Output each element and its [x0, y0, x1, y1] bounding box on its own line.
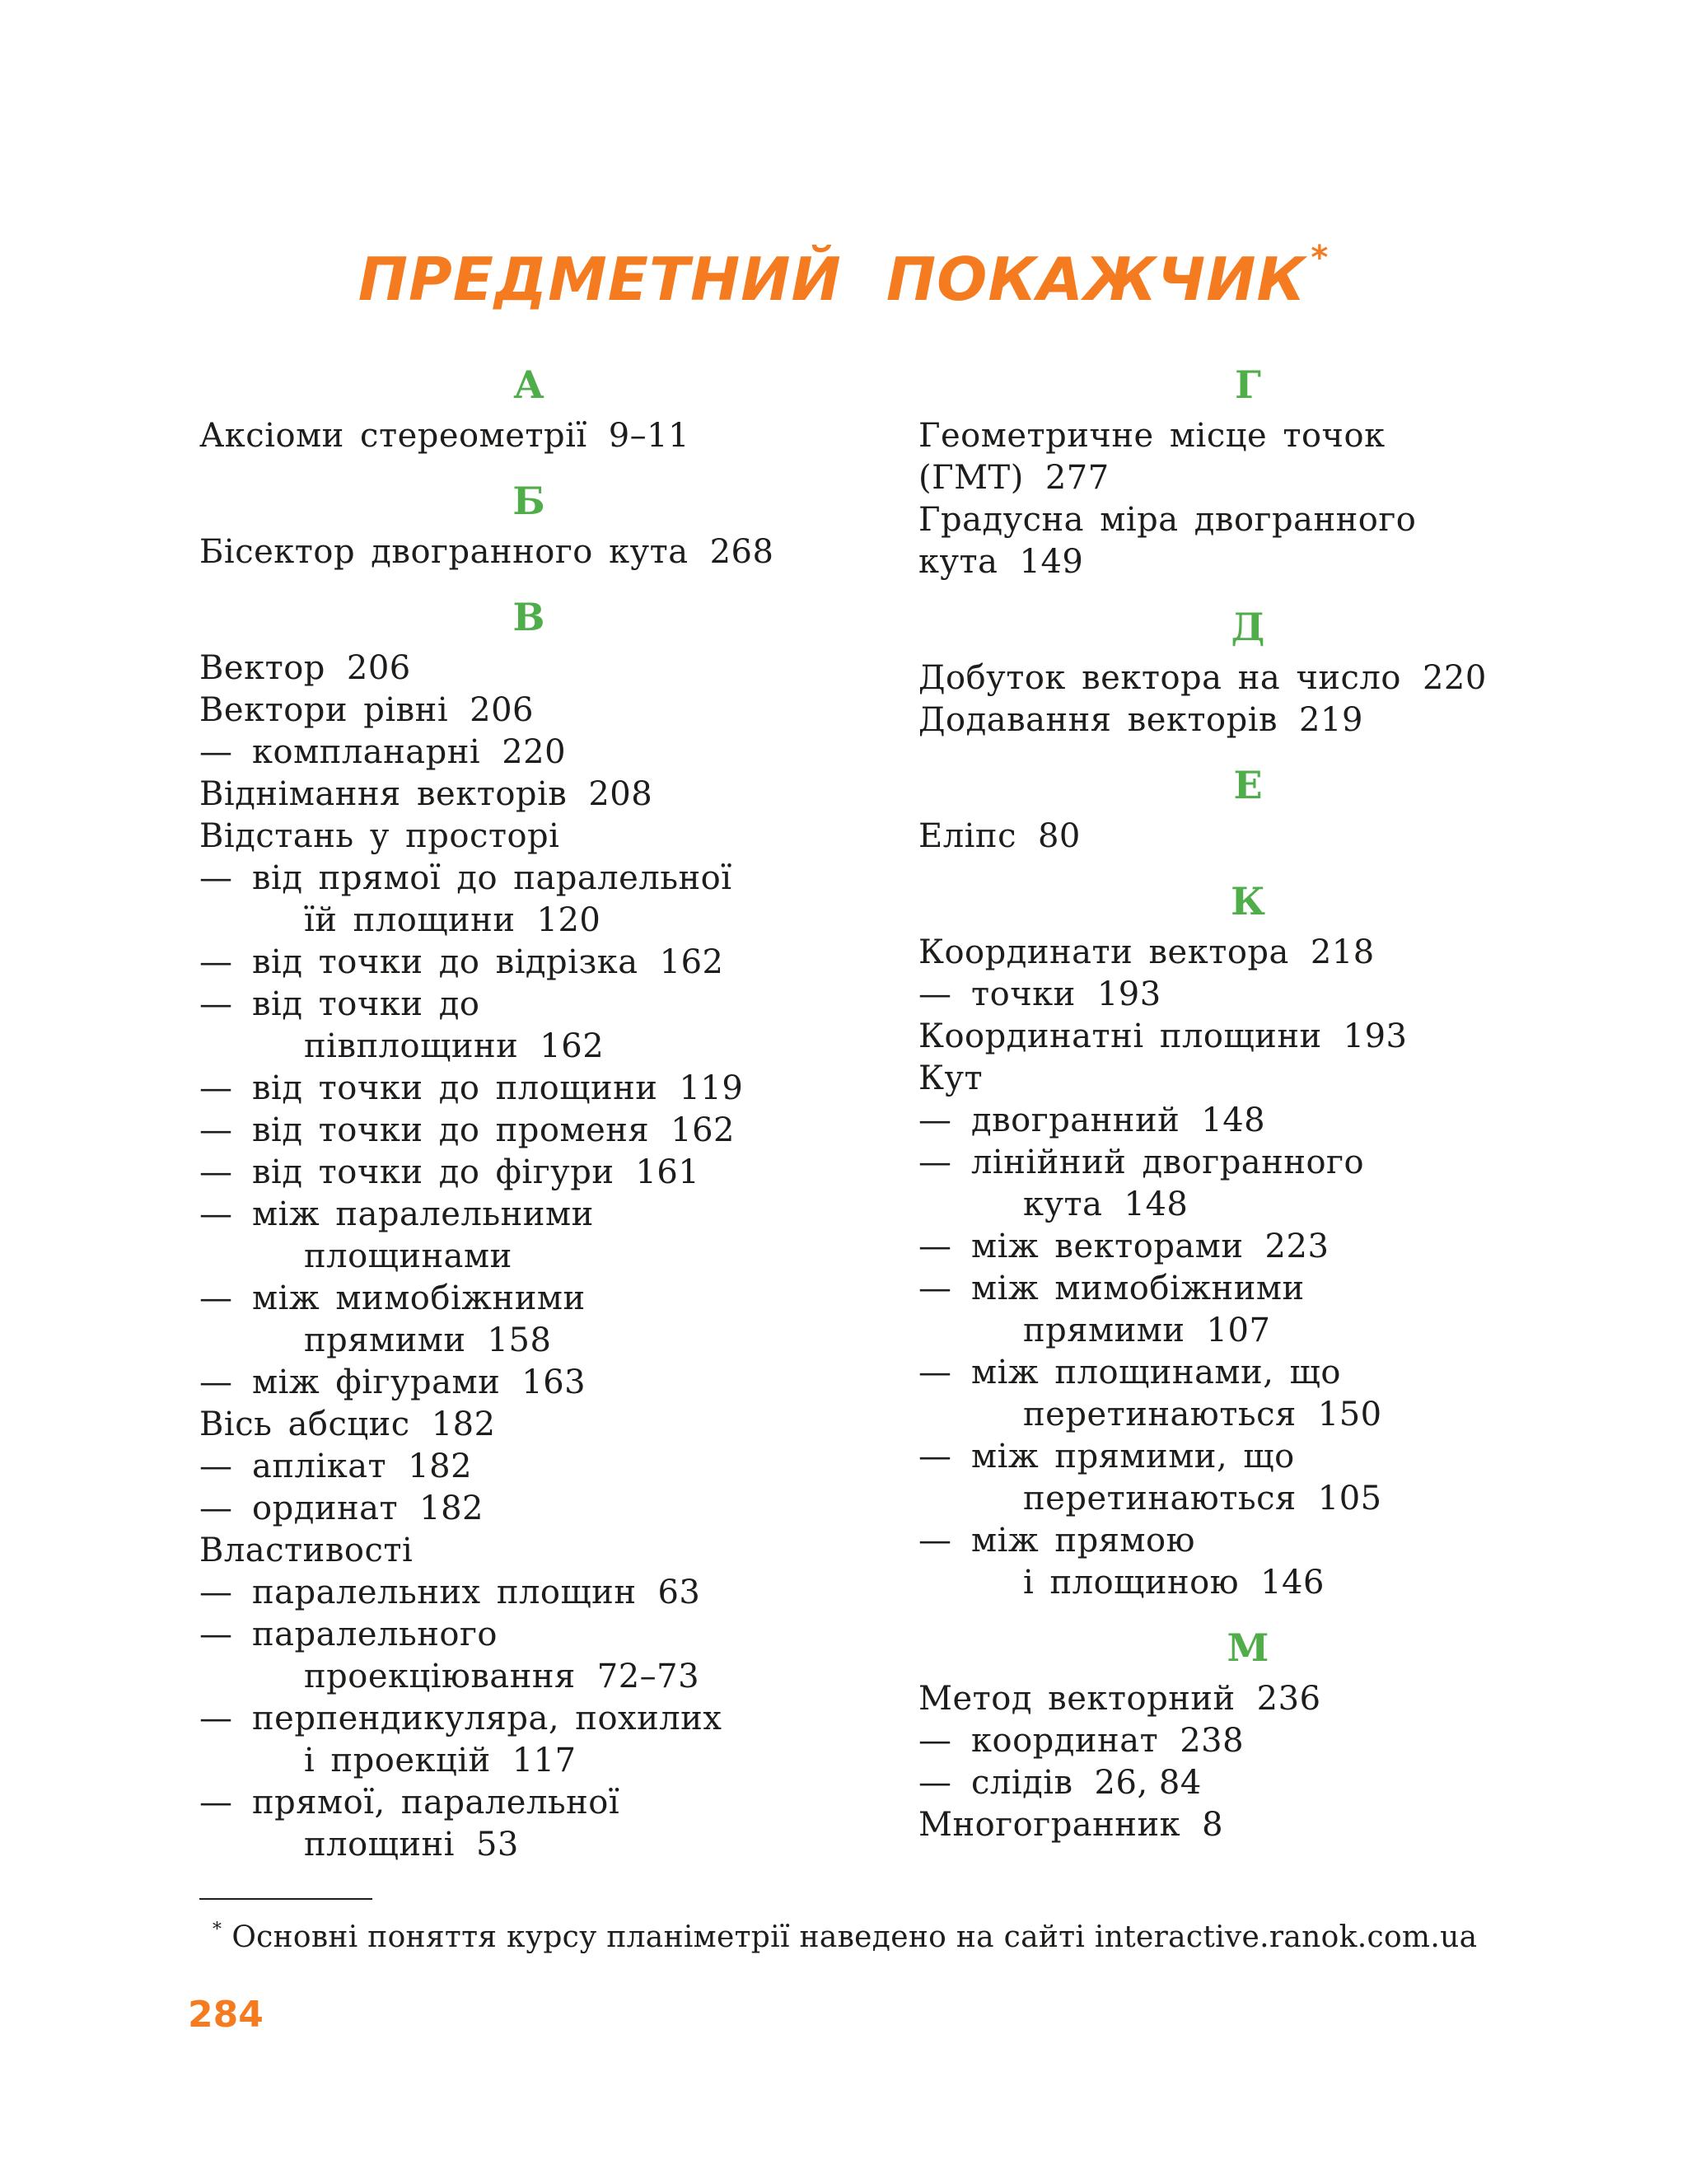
page-ref: 220 — [502, 733, 567, 771]
index-section-b — [199, 477, 858, 573]
index-entry: Координати вектора 218 — [918, 933, 1375, 971]
index-subentry-cont: площині 53 — [304, 1826, 519, 1864]
page-ref: 149 — [1019, 543, 1084, 581]
index-subentry-cont: їй площини 120 — [304, 901, 601, 939]
page-ref: 162 — [540, 1027, 605, 1065]
page-ref: 193 — [1343, 1017, 1408, 1055]
index-subentry: — між фігурами 163 — [199, 1363, 586, 1401]
page-ref: 119 — [679, 1069, 744, 1107]
index-subentry: — точки 193 — [918, 975, 1161, 1013]
index-entry: Вектор 206 — [199, 649, 411, 687]
index-column-right — [918, 361, 1577, 1846]
page-ref: 9–11 — [608, 417, 690, 455]
index-entry: Кут — [918, 1059, 984, 1097]
index-subentry: — між площинами, що — [918, 1354, 1341, 1391]
index-entry: Додавання векторів 219 — [918, 701, 1363, 739]
index-subentry: — від точки до відрізка 162 — [199, 943, 724, 981]
index-subentry: — від точки до променя 162 — [199, 1111, 735, 1149]
index-subentry: — лінійний двогранного — [918, 1143, 1365, 1181]
page-ref: 8 — [1202, 1806, 1224, 1844]
index-subentry-cont: і площиною 146 — [1023, 1564, 1325, 1602]
section-letter: К — [1231, 879, 1265, 924]
section-letter: Е — [1233, 763, 1263, 807]
index-subentry: — перпендикуляра, похилих — [199, 1700, 722, 1737]
page-ref: 158 — [487, 1321, 552, 1359]
page-ref: 193 — [1096, 975, 1161, 1013]
page-ref: 206 — [470, 691, 534, 729]
page-ref: 162 — [671, 1111, 735, 1149]
footnote-text: Основні поняття курсу планіметрії наведено на сайті interactive.ranok.com.ua — [231, 1920, 1478, 1954]
index-subentry-cont: кута 148 — [1023, 1186, 1189, 1223]
footnote-rule — [199, 1898, 372, 1900]
page-ref: 206 — [346, 649, 411, 687]
index-subentry: — між векторами 223 — [918, 1228, 1330, 1265]
index-entry-cont: кута 149 — [918, 543, 1084, 581]
index-subentry: — від прямої до паралельної — [199, 859, 732, 897]
page-ref: 26, 84 — [1094, 1764, 1202, 1802]
index-entry: Добуток вектора на число 220 — [918, 659, 1487, 697]
index-subentry: — від точки до площини 119 — [199, 1069, 744, 1107]
index-subentry: — слідів 26, 84 — [918, 1764, 1202, 1802]
page-ref: 182 — [431, 1405, 496, 1443]
index-entry: Еліпс 80 — [918, 817, 1081, 855]
page-ref: 120 — [536, 901, 601, 939]
page-ref: 182 — [408, 1447, 473, 1485]
page-ref: 105 — [1317, 1480, 1382, 1518]
index-entry: Властивості — [199, 1532, 414, 1569]
page-ref: 148 — [1201, 1101, 1266, 1139]
page-ref: 208 — [588, 775, 653, 813]
index-entry: Відстань у просторі — [199, 817, 560, 855]
page-ref: 236 — [1256, 1680, 1321, 1718]
index-entry: Метод векторний 236 — [918, 1680, 1321, 1718]
index-section-g — [918, 361, 1577, 583]
index-entry: Бісектор двогранного кута 268 — [199, 533, 774, 571]
index-entry: Вісь абсцис 182 — [199, 1405, 496, 1443]
index-subentry: — аплікат 182 — [199, 1447, 473, 1485]
index-subentry-cont: площинами — [304, 1237, 512, 1275]
section-letter: М — [1227, 1625, 1269, 1670]
index-entry: Вектори рівні 206 — [199, 691, 534, 729]
index-section-d — [918, 603, 1577, 741]
index-subentry: — двогранний 148 — [918, 1101, 1266, 1139]
index-entry: Геометричне місце точок — [918, 417, 1386, 455]
index-subentry: — прямої, паралельної — [199, 1784, 620, 1822]
page-ref: 182 — [419, 1490, 484, 1527]
index-subentry-cont: прямими 158 — [304, 1321, 552, 1359]
page-ref: 150 — [1317, 1396, 1382, 1433]
page-ref: 117 — [512, 1742, 577, 1779]
page-ref: 223 — [1264, 1228, 1330, 1265]
index-entry: Аксіоми стереометрії 9–11 — [199, 417, 690, 455]
page-number: 284 — [188, 1994, 264, 2036]
index-subentry-cont: півплощини 162 — [304, 1027, 605, 1065]
page-ref: 80 — [1037, 817, 1081, 855]
page-ref: 238 — [1180, 1722, 1245, 1760]
page-ref: 162 — [659, 943, 724, 981]
title-footnote-mark: * — [1311, 239, 1330, 277]
page-ref: 63 — [657, 1574, 701, 1611]
index-subentry-cont: перетинаються 105 — [1023, 1480, 1382, 1518]
index-column-left — [199, 361, 858, 1866]
page-ref: 107 — [1206, 1312, 1271, 1349]
index-subentry: — координат 238 — [918, 1722, 1245, 1760]
index-entry: Градусна міра двогранного — [918, 501, 1417, 539]
index-subentry: — від точки до фігури 161 — [199, 1153, 700, 1191]
footnote — [213, 1920, 1477, 1954]
page-ref: 220 — [1422, 659, 1487, 697]
index-section-k — [918, 877, 1577, 1604]
section-letter: В — [512, 595, 545, 639]
page-title — [0, 239, 1687, 314]
page-ref: 53 — [475, 1826, 519, 1864]
index-subentry: — між паралельними — [199, 1195, 594, 1233]
page-ref: 218 — [1310, 933, 1375, 971]
index-subentry-cont: проекціювання 72–73 — [304, 1658, 700, 1695]
section-letter: Б — [512, 479, 545, 523]
index-subentry-cont: прямими 107 — [1023, 1312, 1271, 1349]
footnote-mark: * — [213, 1920, 222, 1940]
index-subentry: — ординат 182 — [199, 1490, 484, 1527]
page-ref: 148 — [1124, 1186, 1189, 1223]
index-subentry: — від точки до — [199, 985, 480, 1023]
index-subentry-cont: перетинаються 150 — [1023, 1396, 1382, 1433]
page-ref: 268 — [709, 533, 774, 571]
page-ref: 277 — [1044, 459, 1110, 497]
section-letter: А — [513, 362, 544, 407]
index-subentry: — між мимобіжними — [918, 1270, 1305, 1307]
index-section-m — [918, 1624, 1577, 1846]
index-entry: Віднімання векторів 208 — [199, 775, 653, 813]
index-subentry: — паралельних площин 63 — [199, 1574, 701, 1611]
title-text: ПРЕДМЕТНИЙ ПОКАЖЧИК — [357, 245, 1306, 314]
index-entry: Многогранник 8 — [918, 1806, 1224, 1844]
page-ref: 146 — [1260, 1564, 1325, 1602]
index-subentry: — між прямою — [918, 1522, 1195, 1560]
page-ref: 72–73 — [596, 1658, 700, 1695]
index-section-a — [199, 361, 858, 457]
index-entry-cont: (ГМТ) 277 — [918, 459, 1110, 497]
index-subentry: — компланарні 220 — [199, 733, 567, 771]
section-letter: Д — [1231, 605, 1265, 649]
index-subentry: — між мимобіжними — [199, 1279, 586, 1317]
index-section-v — [199, 593, 858, 1866]
page-ref: 163 — [521, 1363, 586, 1401]
page-ref: 219 — [1299, 701, 1363, 739]
index-section-e — [918, 761, 1577, 858]
page-ref: 161 — [635, 1153, 700, 1191]
section-letter: Г — [1235, 362, 1261, 407]
index-subentry: — паралельного — [199, 1616, 498, 1653]
index-subentry-cont: і проекцій 117 — [304, 1742, 577, 1779]
index-subentry: — між прямими, що — [918, 1438, 1295, 1475]
index-entry: Координатні площини 193 — [918, 1017, 1408, 1055]
